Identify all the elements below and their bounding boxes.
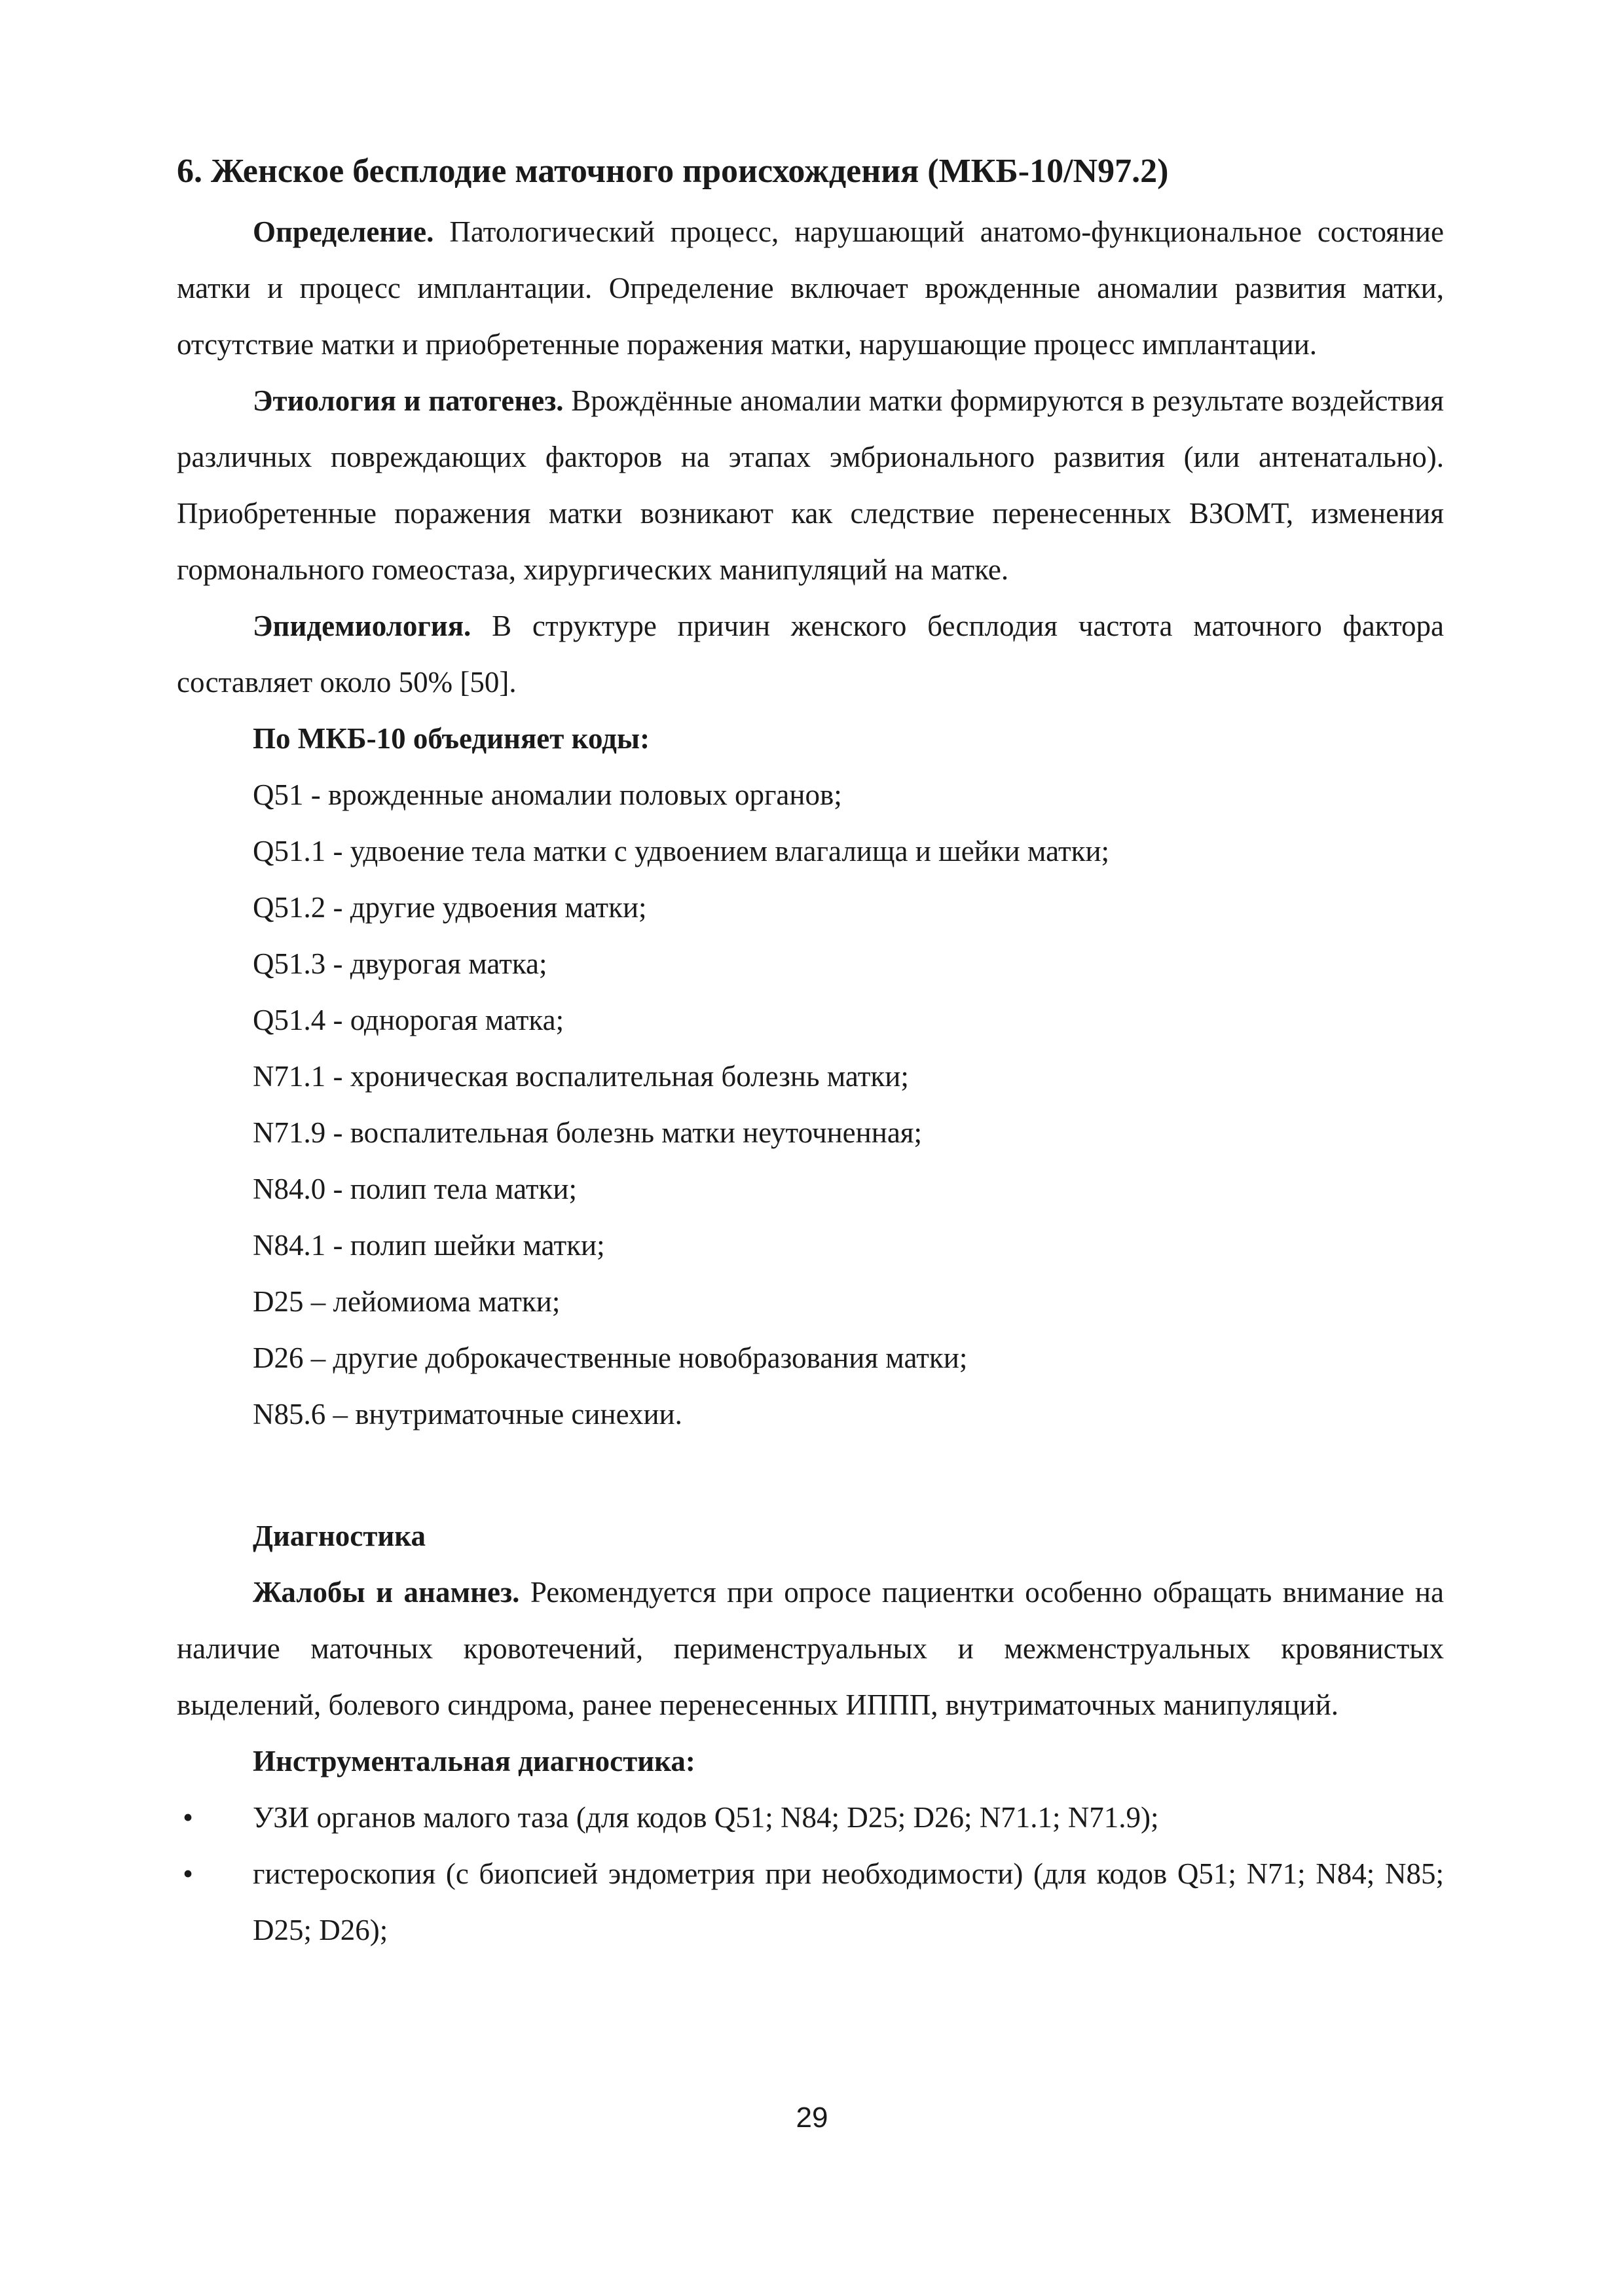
codes-heading: По МКБ-10 объединяет коды: [253,722,650,755]
section-title: 6. Женское бесплодие маточного происхождения (МКБ-10/N97.2) [177,153,1169,190]
complaints-text: Рекомендуется при опросе пациентки особенно обращать внимание на наличие маточных кровотечений, перименструальных и межменструальных кровянистых выделений, болевого синдрома, ранее перенесенных ИППП, внутриматочных манипуляций. [177,1576,1444,1721]
icd-code-item: Q51.4 - однорогая матка; [253,1004,564,1036]
icd-code-item: N71.1 - хроническая воспалительная болезнь матки; [253,1060,909,1093]
icd-code-item: Q51 - врожденные аномалии половых органов; [253,778,842,811]
etiology-text: Врождённые аномалии матки формируются в результате воздействия различных повреждающих факторов на этапах эмбрионального развития (или антенатально). Приобретенные поражения матки возникают как следствие перенесенных ВЗОМТ, изменения гормонального гомеостаза, хирургических манипуляций на матке. [177,384,1445,586]
etiology-paragraph [177,373,1444,598]
definition-text: Патологический процесс, нарушающий анатомо-функциональное состояние матки и процесс имплантации. Определение включает врожденные аномалии развития матки, отсутствие матки и приобретенные поражения матки, нарушающие процесс имплантации. [177,215,1444,361]
definition-paragraph [177,204,1444,373]
icd-code-item: D25 – лейомиома матки; [253,1285,561,1318]
page-number: 29 [796,2102,828,2134]
bullet-icon: • [183,1857,193,1890]
instrumental-item-text: гистероскопия (с биопсией эндометрия при необходимости) (для кодов Q51; N71; N84; N85; D25; D26); [253,1857,1444,1946]
instrumental-heading: Инструментальная диагностика: [253,1745,695,1777]
icd-code-item: N84.0 - полип тела матки; [253,1173,577,1205]
instrumental-item [177,1846,1444,1958]
document-page [177,147,1444,1958]
icd-code-item: Q51.3 - двурогая матка; [253,947,547,980]
icd-code-item: D26 – другие доброкачественные новобразования матки; [253,1341,968,1374]
epidemiology-label: Эпидемиология. [253,610,471,642]
etiology-label: Этиология и патогенез. [253,384,564,417]
icd-code-item: N84.1 - полип шейки матки; [253,1229,605,1262]
complaints-paragraph [177,1564,1444,1733]
icd-code-list [177,767,1444,1442]
icd-code-item: Q51.1 - удвоение тела матки с удвоением влагалища и шейки матки; [253,835,1110,867]
icd-code-item: Q51.2 - другие удвоения матки; [253,891,647,924]
epidemiology-paragraph [177,598,1444,710]
epidemiology-text: В структуре причин женского бесплодия частота маточного фактора составляет около 50% [50]. [177,610,1444,699]
spacer [177,1442,1444,1508]
instrumental-item-text: УЗИ органов малого таза (для кодов Q51; N84; D25; D26; N71.1; N71.9); [253,1801,1159,1834]
complaints-label: Жалобы и анамнез. [253,1576,520,1609]
diagnostics-heading: Диагностика [253,1520,426,1552]
bullet-icon: • [183,1801,193,1834]
instrumental-list [177,1789,1444,1958]
instrumental-item [177,1789,1444,1846]
icd-code-item: N85.6 – внутриматочные синехии. [253,1398,682,1430]
definition-label: Определение. [253,215,434,248]
icd-code-item: N71.9 - воспалительная болезнь матки неуточненная; [253,1116,922,1149]
